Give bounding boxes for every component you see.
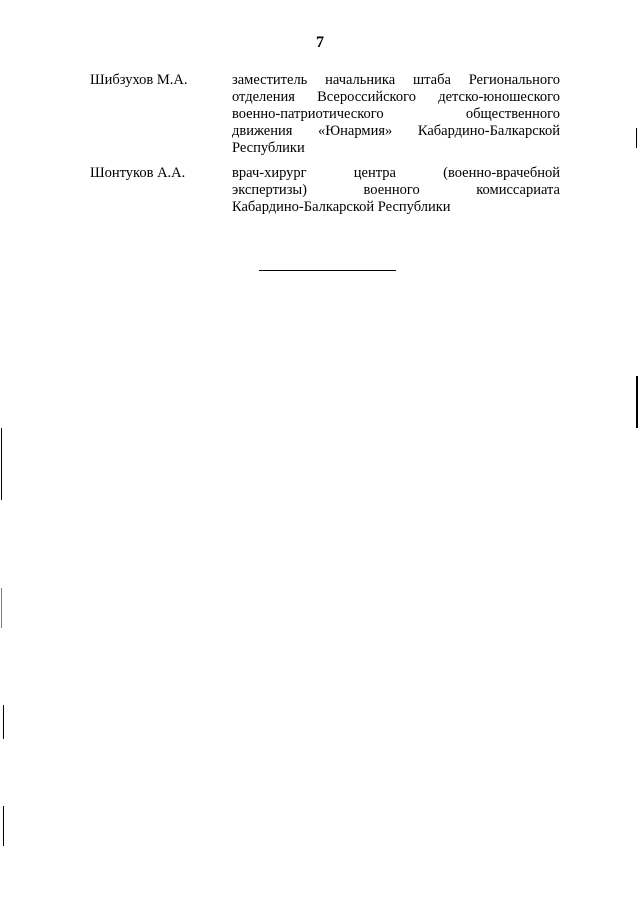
scan-edge-mark [636,376,638,428]
position-word: «Юнармия» [318,123,393,139]
position-word: экспертизы) [232,182,307,198]
position-line [232,140,560,157]
position-word: детско-юношеского [438,89,560,105]
scan-edge-mark [3,705,4,739]
position-word: движения [232,123,293,139]
scan-edge-mark [3,806,4,846]
scan-edge-mark [1,428,2,500]
separator-line [259,270,396,271]
position-word: заместитель [232,72,308,88]
position-word: Кабардино-Балкарской [417,123,560,139]
position-line [232,199,560,216]
person-name: Шонтуков А.А. [90,165,186,181]
position-line [232,89,560,106]
person-name: Шибзухов М.А. [90,72,188,88]
position-word: штаба [412,72,451,88]
position-word: военного [363,182,420,198]
person-position [232,165,560,216]
person-position [232,72,560,157]
position-word: Кабардино-Балкарской Республики [232,199,451,215]
position-line [232,182,560,199]
position-word: комиссариата [476,182,560,198]
position-line [232,72,560,89]
position-word: (военно-врачебной [443,165,560,181]
position-line [232,165,560,182]
scan-edge-mark [1,588,2,628]
position-word: общественного [465,106,560,122]
position-word: врач-хирург [232,165,307,181]
position-word: центра [353,165,396,181]
position-word: военно-патриотического [232,106,384,122]
position-line [232,106,560,123]
position-word: отделения [232,89,295,105]
page-number: 7 [316,34,324,51]
position-word: начальника [325,72,396,88]
position-word: Республики [232,140,305,156]
scan-edge-mark [636,128,637,148]
position-word: Всероссийского [317,89,416,105]
position-line [232,123,560,140]
position-word: Регионального [468,72,560,88]
